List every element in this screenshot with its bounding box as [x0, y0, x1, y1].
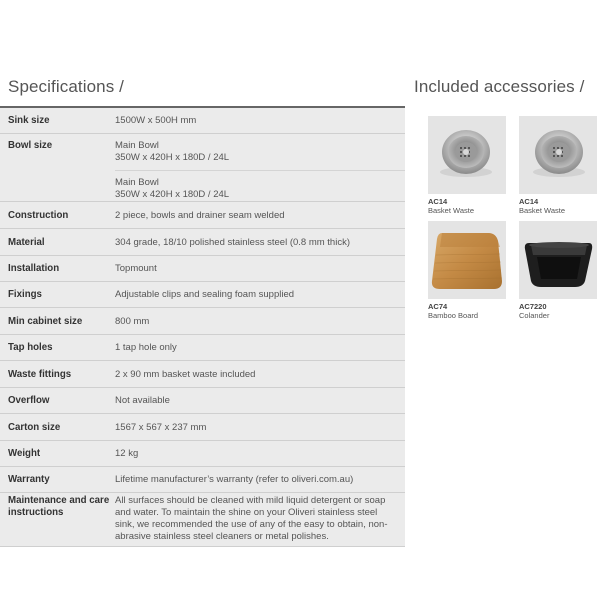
spec-value: [115, 492, 405, 546]
spec-row: [0, 440, 405, 466]
spec-value: [115, 466, 405, 492]
spec-row: [0, 387, 405, 413]
accessory-item[interactable]: [519, 116, 597, 215]
accessories-title: Included accessories /: [414, 77, 585, 96]
spec-row: [0, 413, 405, 440]
spec-value-line: Topmount: [115, 262, 157, 274]
spec-value-line: 1567 x 567 x 237 mm: [115, 421, 207, 433]
spec-value: [115, 133, 405, 201]
accessory-code: AC14: [519, 197, 539, 206]
accessory-name: Colander: [519, 311, 550, 320]
spec-value: [115, 413, 405, 440]
spec-row: [0, 360, 405, 387]
accessory-name: Basket Waste: [428, 206, 474, 215]
accessory-item[interactable]: [519, 221, 597, 320]
spec-row: [0, 492, 405, 546]
spec-value-line: 304 grade, 18/10 polished stainless steel (0.8 mm thick): [115, 236, 350, 248]
spec-row: [0, 307, 405, 334]
spec-value-line: 800 mm: [115, 315, 150, 327]
spec-row: [0, 334, 405, 360]
spec-row: [0, 466, 405, 492]
spec-value: [115, 201, 405, 228]
accessory-name: Basket Waste: [519, 206, 565, 215]
specifications-body: [0, 107, 405, 546]
spec-label: Bowl size: [8, 139, 53, 151]
accessory-item[interactable]: [428, 116, 506, 215]
spec-value-line: 1 tap hole only: [115, 341, 177, 353]
spec-value-line: Main Bowl 350W x 420H x 180D / 24L: [115, 139, 230, 163]
spec-value-line: Adjustable clips and sealing foam supplied: [115, 288, 295, 300]
spec-value-line: 1500W x 500H mm: [115, 115, 197, 126]
bamboo-board-icon: [428, 221, 506, 299]
spec-row: [0, 133, 405, 201]
spec-value-line: 12 kg: [115, 447, 139, 459]
accessory-code: AC74: [428, 302, 448, 311]
specifications-table: [0, 106, 405, 547]
spec-label: Weight: [8, 447, 41, 459]
spec-value-line: 2 piece, bowls and drainer seam welded: [115, 209, 285, 221]
spec-row: [0, 255, 405, 281]
spec-value: [115, 360, 405, 387]
spec-value: [115, 228, 405, 255]
accessory-code: AC7220: [519, 302, 547, 311]
spec-value: [115, 255, 405, 281]
accessory-code: AC14: [428, 197, 448, 206]
spec-label: Fixings: [8, 288, 42, 300]
spec-row: [0, 107, 405, 133]
basket-waste-icon: [519, 116, 597, 194]
spec-value-line: Main Bowl 350W x 420H x 180D / 24L: [115, 170, 405, 201]
spec-value-line: Not available: [115, 394, 170, 406]
accessory-name: Bamboo Board: [428, 311, 479, 320]
specifications-title: Specifications /: [8, 77, 124, 96]
spec-label: Min cabinet size: [8, 315, 83, 327]
spec-label: Carton size: [8, 421, 61, 433]
spec-label: Warranty: [8, 473, 50, 485]
spec-label: Construction: [8, 209, 69, 221]
spec-label: Tap holes: [8, 341, 53, 353]
spec-label: Waste fittings: [8, 368, 72, 380]
spec-row: [0, 201, 405, 228]
spec-value: [115, 107, 405, 133]
spec-value-line: Lifetime manufacturer’s warranty (refer to oliveri.com.au): [115, 473, 354, 485]
spec-label: Material: [8, 236, 45, 248]
colander-icon: [519, 221, 597, 299]
spec-label: Installation: [8, 262, 60, 274]
spec-row: [0, 228, 405, 255]
spec-value-line: 2 x 90 mm basket waste included: [115, 368, 256, 380]
spec-value: [115, 334, 405, 360]
spec-value: [115, 281, 405, 307]
spec-row: [0, 281, 405, 307]
spec-label: Overflow: [8, 394, 50, 406]
spec-label: Maintenance and care instructions: [8, 494, 110, 518]
spec-value: [115, 440, 405, 466]
accessory-item[interactable]: [428, 221, 506, 320]
spec-value: [115, 307, 405, 334]
spec-value: [115, 387, 405, 413]
spec-value-line: All surfaces should be cleaned with mild liquid detergent or soap and water. To maintain the shine on your Oliveri stainless steel sink, we recommended the use of any of the easy to obtain, non-abrasive stainless steel cleaners or metal polishes.: [115, 494, 388, 542]
basket-waste-icon: [428, 116, 506, 194]
spec-label: Sink size: [8, 115, 50, 126]
